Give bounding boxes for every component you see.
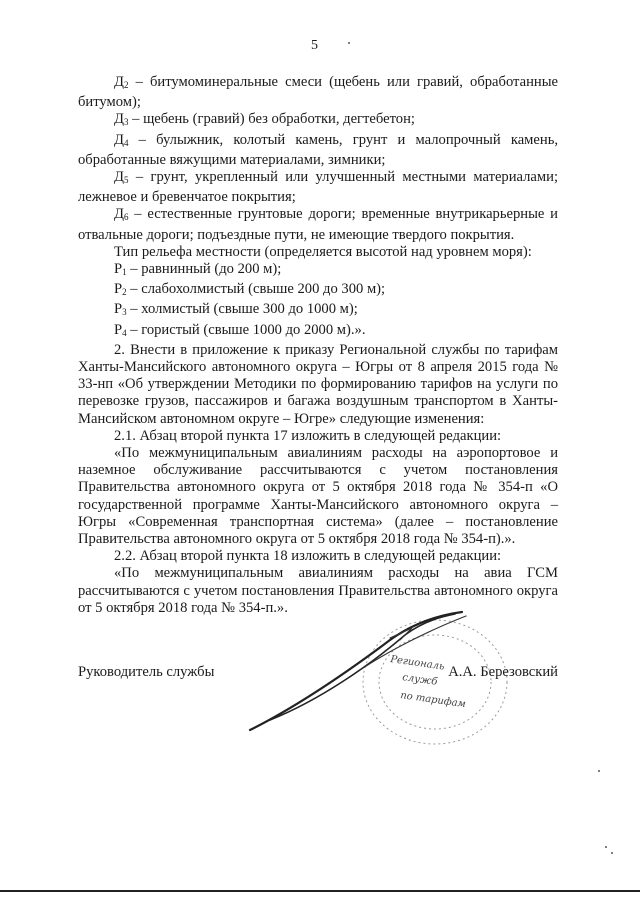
- scan-speck: [611, 852, 613, 854]
- scan-speck: [605, 846, 607, 848]
- item-2-2-heading: 2.2. Абзац второй пункта 18 изложить в следующей редакции:: [114, 548, 502, 565]
- relief-type-r3: $Р_3$ – холмистый (свыше 300 до 1000 м);: [114, 301, 358, 318]
- page-number: 5: [311, 38, 318, 53]
- relief-type-r4: $Р_4$ – гористый (свыше 1000 до 2000 м).».: [114, 321, 366, 338]
- scan-speck: [598, 770, 600, 772]
- svg-text:служб: служб: [401, 672, 439, 688]
- relief-type-r1: $Р_1$ – равнинный (до 200 м);: [114, 261, 282, 278]
- surface-type-d2: $Д_2$ – битумоминеральные смеси (щебень или гравий, обработанные битумом);: [78, 74, 558, 111]
- item-2-1-heading: 2.1. Абзац второй пункта 17 изложить в следующей редакции:: [114, 427, 502, 444]
- surface-type-d6: $Д_6$ – естественные грунтовые дороги; временные внутрикарьерные и отвальные дороги; подъездные пути, не имеющие твердого покрытия.: [78, 206, 558, 243]
- signer-position: Руководитель службы: [78, 664, 215, 680]
- surface-type-d4: $Д_4$ – булыжник, колотый камень, грунт и малопрочный камень, обработанные вяжущими материалами, зимники;: [78, 131, 558, 168]
- scan-speck: [348, 42, 350, 44]
- relief-intro: Тип рельефа местности (определяется высотой над уровнем моря):: [114, 243, 532, 260]
- svg-text:Региональ: Региональ: [389, 654, 446, 673]
- quote-paragraph-2: «По межмуниципальным авиалиниям расходы на авиа ГСМ рассчитываются с учетом постановления Правительства автономного округа от 5 октября 2018 года № 354-п.».: [78, 565, 558, 616]
- handwritten-signature: [240, 610, 470, 740]
- item-2-paragraph: 2. Внести в приложение к приказу Региональной службы по тарифам Ханты-Мансийского автономного округа – Югры от 8 апреля 2015 года № 33-нп «Об утверждении Методики по формированию тарифов на услуги по перевозке грузов, пассажиров и багажа воздушным транспортом в Ханты-Мансийском автономном округе – Югре» следующие изменения:: [78, 341, 558, 427]
- document-body: [78, 74, 558, 617]
- scan-edge-line: [0, 890, 640, 892]
- surface-type-d3: $Д_3$ – щебень (гравий) без обработки, дегтебетон;: [114, 111, 415, 128]
- relief-type-r2: $Р_2$ – слабохолмистый (свыше 200 до 300 м);: [114, 281, 386, 298]
- svg-text:по тарифам: по тарифам: [399, 690, 467, 711]
- surface-type-d5: $Д_5$ – грунт, укрепленный или улучшенный местными материалами; лежневое и бревенчатое покрытия;: [78, 169, 558, 206]
- signer-name: А.А. Березовский: [448, 664, 558, 680]
- quote-paragraph-1: «По межмуниципальным авиалиниям расходы на аэропортовое и наземное обслуживание рассчитываются с учетом постановления Правительства автономного округа от 5 октября 2018 года № 354-п «О государственной программе Ханты-Мансийского автономного округа – Югры «Современная транспортная система» (далее – постановление Правительства автономного округа от 5 октября 2018 года № 354-п).».: [78, 445, 558, 548]
